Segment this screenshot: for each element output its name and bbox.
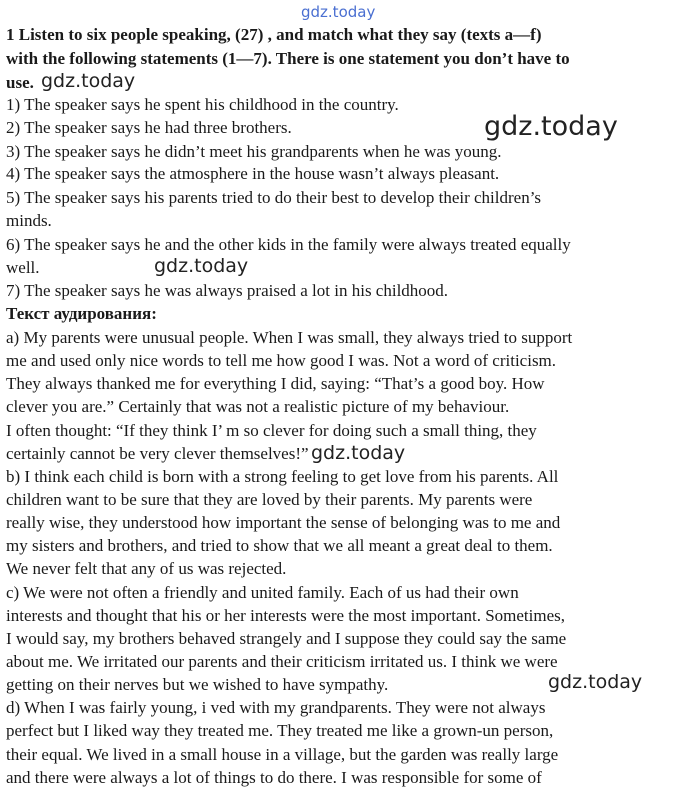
transcript-line: b) I think each child is born with a strong feeling to get love from his parents. All xyxy=(6,467,559,486)
transcript-line: d) When I was fairly young, i ved with my grandparents. They were not always xyxy=(6,698,546,717)
transcript-line: children want to be sure that they are loved by their parents. My parents were xyxy=(6,490,533,509)
watermark: gdz.today xyxy=(41,70,136,92)
watermark: gdz.today xyxy=(154,255,249,277)
task-heading-line: use. xyxy=(6,73,34,92)
transcript-line: a) My parents were unusual people. When I was small, they always tried to support xyxy=(6,328,573,347)
statement-line: minds. xyxy=(6,211,52,230)
statement-line: 6) The speaker says he and the other kids in the family were always treated equally xyxy=(6,235,571,254)
transcript-line: about me. We irritated our parents and their criticism irritated us. I think we were xyxy=(6,652,558,671)
transcript-line: clever you are.” Certainly that was not a realistic picture of my behaviour. xyxy=(6,397,510,416)
transcript-line: me and used only nice words to tell me how good I was. Not a word of criticism. xyxy=(6,351,557,370)
transcript-heading: Текст аудирования: xyxy=(6,304,157,323)
task-heading-line: with the following statements (1—7). There is one statement you don’t have to xyxy=(6,49,570,68)
statement-line: 2) The speaker says he had three brothers. xyxy=(6,118,292,137)
transcript-line: certainly cannot be very clever themselves!” xyxy=(6,444,309,463)
transcript-line: their equal. We lived in a small house in a village, but the garden was really large xyxy=(6,745,559,764)
transcript-line: c) We were not often a friendly and united family. Each of us had their own xyxy=(6,583,519,602)
watermark: gdz.today xyxy=(301,3,376,21)
transcript-line: and there were always a lot of things to do there. I was responsible for some of xyxy=(6,768,542,787)
watermark: gdz.today xyxy=(484,111,618,142)
statement-line: 7) The speaker says he was always praised a lot in his childhood. xyxy=(6,281,449,300)
statement-line: well. xyxy=(6,258,40,277)
watermark: gdz.today xyxy=(311,442,406,464)
transcript-line: I often thought: “If they think I’ m so clever for doing such a small thing, they xyxy=(6,421,537,440)
transcript-line: They always thanked me for everything I did, saying: “That’s a good boy. How xyxy=(6,374,545,393)
transcript-line: perfect but I liked way they treated me. They treated me like a grown-un person, xyxy=(6,721,554,740)
watermark: gdz.today xyxy=(548,671,643,693)
transcript-line: We never felt that any of us was rejected. xyxy=(6,559,287,578)
transcript-line: interests and thought that his or her interests were the most important. Sometimes, xyxy=(6,606,566,625)
transcript-line: really wise, they understood how important the sense of belonging was to me and xyxy=(6,513,561,532)
transcript-line: I would say, my brothers behaved strangely and I suppose they could say the same xyxy=(6,629,567,648)
statement-line: 1) The speaker says he spent his childhood in the country. xyxy=(6,95,399,114)
statement-line: 4) The speaker says the atmosphere in the house wasn’t always pleasant. xyxy=(6,164,500,183)
statement-line: 5) The speaker says his parents tried to do their best to develop their children’s xyxy=(6,188,542,207)
transcript-line: my sisters and brothers, and tried to show that we all meant a great deal to them. xyxy=(6,536,553,555)
statement-line: 3) The speaker says he didn’t meet his grandparents when he was young. xyxy=(6,142,502,161)
transcript-line: getting on their nerves but we wished to have sympathy. xyxy=(6,675,389,694)
task-heading-line: 1 Listen to six people speaking, (27) , and match what they say (texts a—f) xyxy=(6,25,542,44)
